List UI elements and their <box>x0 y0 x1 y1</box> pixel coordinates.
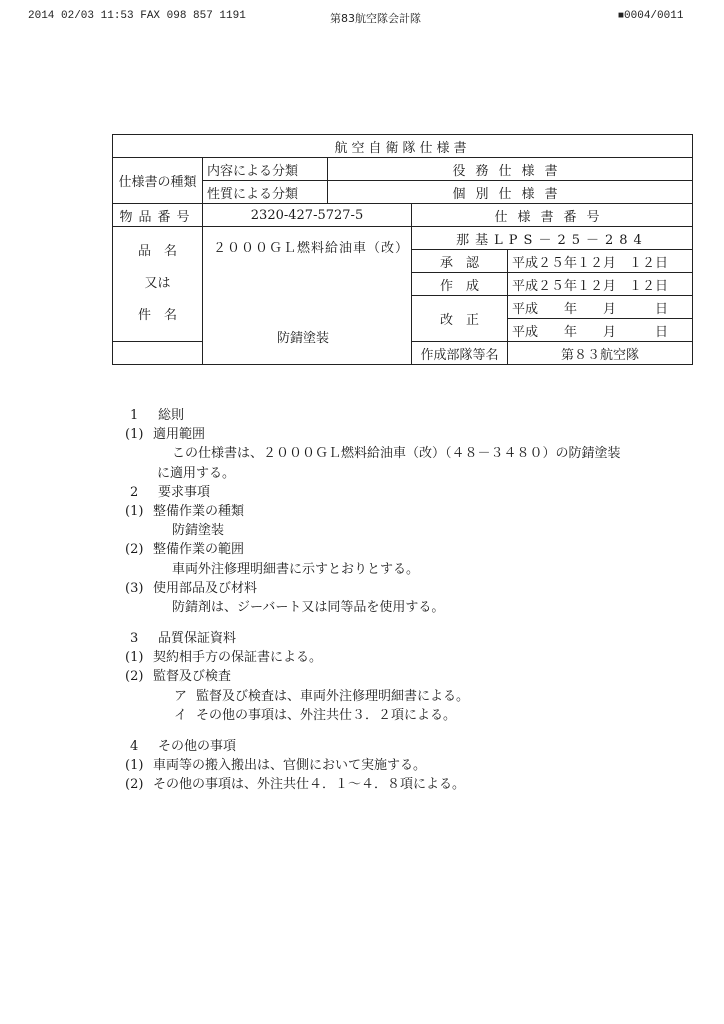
section-2-3-heading: (3) 使用部品及び材料 <box>125 580 258 596</box>
section-2-2-heading: (2) 整備作業の範囲 <box>125 542 245 558</box>
section-1-1-text-a: この仕様書は、２０００ＧＬ燃料給油車（改）（４８－３４８０）の防錆塗装 <box>172 446 621 462</box>
fax-page-counter: ■0004/0011 <box>618 10 684 22</box>
revision-label: 改 正 <box>412 296 508 342</box>
section-3-1-text: (1) 契約相手方の保証書による。 <box>125 650 323 666</box>
item-name-label-line2: 又は <box>144 276 171 291</box>
item-name-label <box>113 227 203 342</box>
section-2-1-heading: (1) 整備作業の種類 <box>125 503 245 519</box>
section-3-2-item-i: イ その他の事項は、外注共仕３．２項による。 <box>174 707 457 723</box>
fax-timestamp-line: 2014 02/03 11:53 FAX 098 857 1191 <box>28 10 246 22</box>
item-name-value: ２０００ＧＬ燃料給油車（改） <box>213 241 410 256</box>
revision-date-2: 平成 年 月 日 <box>508 319 693 342</box>
item-number-value: 2320-427-5727-5 <box>203 204 412 227</box>
spec-body <box>125 406 690 795</box>
spacer <box>130 725 690 737</box>
dept-label: 作成部隊等名 <box>412 342 508 365</box>
section-3-2-item-a: ア 監督及び検査は、車両外注修理明細書による。 <box>174 688 470 704</box>
dept-value: 第８３航空隊 <box>508 342 693 365</box>
approval-label: 承 認 <box>412 250 508 273</box>
approval-date: 平成２５年１２月 １２日 <box>508 250 693 273</box>
section-1-heading: 1 総則 <box>130 408 185 423</box>
fax-sender-name: 第83航空隊会計隊 <box>330 12 421 25</box>
item-name-label-line3: 件 名 <box>137 308 177 323</box>
revision-date-1: 平成 年 月 日 <box>508 296 693 319</box>
section-4-2-text: (2) その他の事項は、外注共仕４．１～４．８項による。 <box>125 777 466 793</box>
item-number-label: 物品番号 <box>113 204 203 227</box>
section-2-heading: 2 要求事項 <box>130 484 211 500</box>
section-3-heading: 3 品質保証資料 <box>130 631 237 647</box>
section-2-1-text: 防錆塗装 <box>172 523 225 539</box>
fax-page-icon: ■ <box>618 11 625 22</box>
by-content-label: 内容による分類 <box>203 158 328 181</box>
item-name-label-filler <box>113 342 203 365</box>
spec-title: 航空自衛隊仕様書 <box>113 135 693 158</box>
created-label: 作 成 <box>412 273 508 296</box>
by-content-value: 役務仕様書 <box>328 158 693 181</box>
item-work-value: 防錆塗装 <box>277 331 330 346</box>
section-2-2-text: 車両外注修理明細書に示すとおりとする。 <box>172 561 420 577</box>
by-nature-value: 個別仕様書 <box>328 181 693 204</box>
spec-header-table <box>112 134 693 365</box>
section-2-3-text: 防錆剤は、ジーバート又は同等品を使用する。 <box>172 599 445 615</box>
section-4-1-text: (1) 車両等の搬入搬出は、官側において実施する。 <box>125 758 427 774</box>
spacer <box>130 617 690 629</box>
section-3-2-heading: (2) 監督及び検査 <box>125 669 232 685</box>
item-name-label-line1: 品 名 <box>137 244 177 259</box>
section-4-heading: 4 その他の事項 <box>130 739 237 754</box>
section-1-1-heading: (1) 適用範囲 <box>125 427 206 443</box>
spec-number-label: 仕様書番号 <box>412 204 693 227</box>
spec-number-value: 那基LPS－25－284 <box>412 227 693 250</box>
by-nature-label: 性質による分類 <box>203 181 328 204</box>
created-date: 平成２５年１２月 １２日 <box>508 273 693 296</box>
fax-header <box>0 10 724 28</box>
spec-type-label: 仕様書の種類 <box>113 158 203 204</box>
item-name-cell <box>203 227 412 365</box>
section-1-1-text-b: に適用する。 <box>157 465 236 481</box>
